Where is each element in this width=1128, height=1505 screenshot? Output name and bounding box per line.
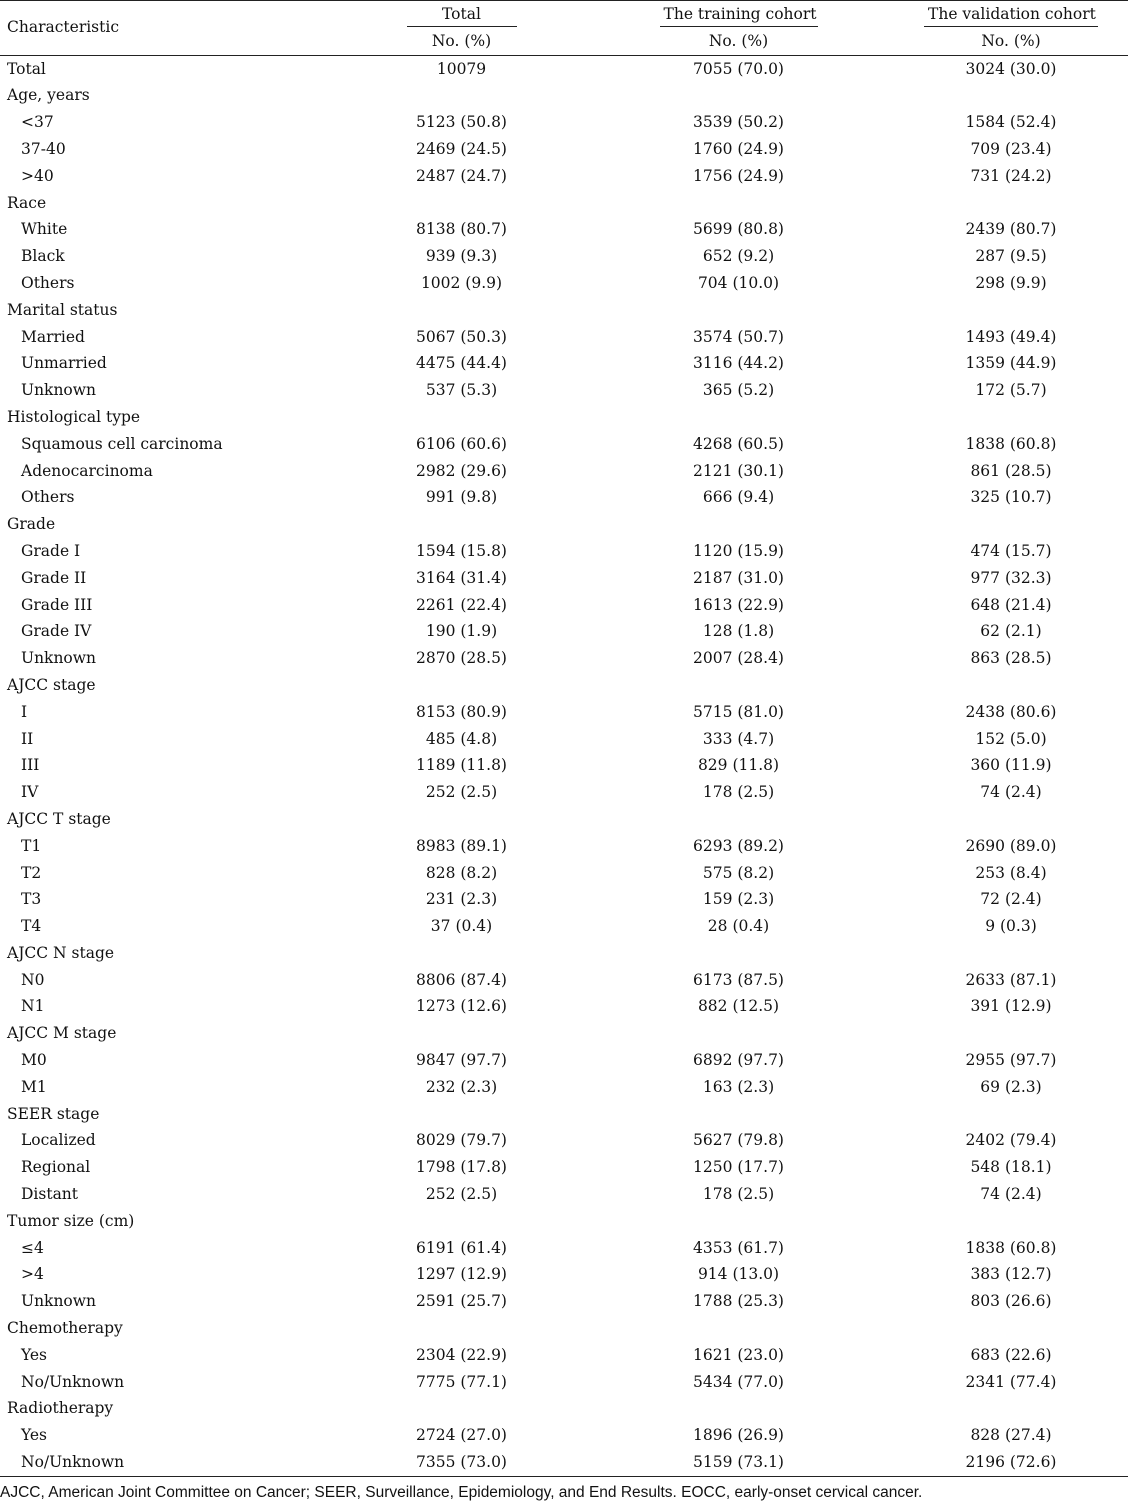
cell-total: 232 (2.3) bbox=[425, 1077, 498, 1096]
cell-validation: 731 (24.2) bbox=[970, 166, 1052, 185]
cell-training: 575 (8.2) bbox=[702, 863, 775, 882]
table-row bbox=[0, 136, 1128, 163]
row-group-label: Grade bbox=[7, 515, 56, 534]
row-label: T2 bbox=[21, 863, 42, 882]
cell-validation: 863 (28.5) bbox=[970, 649, 1052, 668]
row-group-label: Chemotherapy bbox=[7, 1319, 123, 1338]
cell-validation: 2955 (97.7) bbox=[965, 1051, 1057, 1070]
table-row bbox=[0, 1020, 1128, 1047]
cell-training bbox=[583, 511, 894, 538]
row-label: M0 bbox=[21, 1051, 47, 1070]
cell-validation: 1493 (49.4) bbox=[965, 327, 1057, 346]
cell-total: 3164 (31.4) bbox=[416, 568, 507, 587]
row-label: N0 bbox=[21, 970, 45, 989]
cell-training: 28 (0.4) bbox=[707, 917, 770, 936]
table-row bbox=[0, 699, 1128, 726]
cell-validation: 2402 (79.4) bbox=[965, 1131, 1057, 1150]
row-label: Grade IV bbox=[21, 622, 92, 641]
cell-training bbox=[583, 806, 894, 833]
group-header-training bbox=[583, 1, 894, 28]
row-label: T3 bbox=[21, 890, 42, 909]
cell-training: 704 (10.0) bbox=[697, 273, 780, 292]
row-group-label: Radiotherapy bbox=[7, 1399, 114, 1418]
cell-validation bbox=[894, 404, 1128, 431]
row-group-label: SEER stage bbox=[7, 1104, 100, 1123]
table-row bbox=[0, 886, 1128, 913]
cell-validation bbox=[894, 806, 1128, 833]
cell-training: 666 (9.4) bbox=[702, 488, 775, 507]
row-label: Black bbox=[21, 247, 65, 266]
row-label: >4 bbox=[21, 1265, 44, 1284]
table-row bbox=[0, 216, 1128, 243]
cell-training: 1120 (15.9) bbox=[693, 541, 784, 560]
row-label: Unknown bbox=[21, 381, 97, 400]
cell-total: 2487 (24.7) bbox=[416, 166, 507, 185]
cell-total bbox=[340, 511, 583, 538]
row-label: Others bbox=[21, 273, 75, 292]
cell-total: 8983 (89.1) bbox=[416, 836, 507, 855]
cell-training: 333 (4.7) bbox=[702, 729, 775, 748]
cell-validation bbox=[894, 297, 1128, 324]
cell-training bbox=[583, 404, 894, 431]
table-row bbox=[0, 565, 1128, 592]
cell-training: 6293 (89.2) bbox=[693, 836, 784, 855]
table-row bbox=[0, 82, 1128, 109]
cell-validation: 861 (28.5) bbox=[970, 461, 1052, 480]
table-row bbox=[0, 592, 1128, 619]
table-row bbox=[0, 1074, 1128, 1101]
row-label: Unknown bbox=[21, 1292, 97, 1311]
cell-validation: 2439 (80.7) bbox=[965, 220, 1057, 239]
cell-total: 485 (4.8) bbox=[425, 729, 498, 748]
cell-validation: 383 (12.7) bbox=[970, 1265, 1052, 1284]
cell-training bbox=[583, 1315, 894, 1342]
table-row bbox=[0, 1154, 1128, 1181]
row-label: III bbox=[21, 756, 40, 775]
cell-total: 5123 (50.8) bbox=[416, 113, 507, 132]
table-row bbox=[0, 779, 1128, 806]
cell-total: 2261 (22.4) bbox=[416, 595, 507, 614]
cell-training: 159 (2.3) bbox=[702, 890, 775, 909]
cell-training bbox=[583, 940, 894, 967]
table-row bbox=[0, 1235, 1128, 1262]
cell-training: 365 (5.2) bbox=[702, 381, 775, 400]
cell-validation: 1838 (60.8) bbox=[965, 434, 1057, 453]
cell-training: 1760 (24.9) bbox=[693, 139, 784, 158]
cell-total bbox=[340, 404, 583, 431]
table-row bbox=[0, 860, 1128, 887]
cell-validation bbox=[894, 1020, 1128, 1047]
cell-total: 6191 (61.4) bbox=[416, 1238, 507, 1257]
cell-validation: 2633 (87.1) bbox=[965, 970, 1057, 989]
cell-total bbox=[340, 1020, 583, 1047]
group-header-validation-label: The validation cohort bbox=[924, 2, 1098, 27]
cell-total: 1189 (11.8) bbox=[416, 756, 507, 775]
cell-total: 231 (2.3) bbox=[425, 890, 498, 909]
row-group-label: Tumor size (cm) bbox=[7, 1211, 135, 1230]
cell-validation: 2196 (72.6) bbox=[894, 1449, 1128, 1476]
cell-training bbox=[583, 1020, 894, 1047]
cell-validation: 298 (9.9) bbox=[975, 273, 1047, 292]
cell-training: 5699 (80.8) bbox=[693, 220, 784, 239]
table-row bbox=[0, 1181, 1128, 1208]
cell-training: 163 (2.3) bbox=[702, 1077, 775, 1096]
row-group-label: AJCC M stage bbox=[7, 1024, 117, 1043]
cell-training bbox=[583, 190, 894, 217]
row-label: Grade III bbox=[21, 595, 93, 614]
cell-total: 252 (2.5) bbox=[425, 783, 498, 802]
row-group-label: Age, years bbox=[7, 86, 90, 105]
row-group-label: Histological type bbox=[7, 407, 141, 426]
cell-training: 5434 (77.0) bbox=[693, 1372, 784, 1391]
row-label: No/Unknown bbox=[0, 1449, 340, 1476]
table-row bbox=[0, 1208, 1128, 1235]
cell-total: 190 (1.9) bbox=[425, 622, 498, 641]
cell-training: 5159 (73.1) bbox=[583, 1449, 894, 1476]
row-label: <37 bbox=[21, 113, 54, 132]
cell-validation bbox=[894, 1395, 1128, 1422]
table-row bbox=[0, 913, 1128, 940]
row-label: ≤4 bbox=[21, 1238, 44, 1257]
cell-total: 9847 (97.7) bbox=[416, 1051, 507, 1070]
cell-total: 1297 (12.9) bbox=[416, 1265, 507, 1284]
table-row bbox=[0, 538, 1128, 565]
cell-total bbox=[340, 806, 583, 833]
cell-validation: 69 (2.3) bbox=[980, 1077, 1042, 1096]
row-label: Squamous cell carcinoma bbox=[21, 434, 223, 453]
cell-training: 1250 (17.7) bbox=[693, 1158, 784, 1177]
row-group-label: AJCC N stage bbox=[7, 943, 115, 962]
cell-training bbox=[583, 1208, 894, 1235]
cell-validation: 74 (2.4) bbox=[980, 783, 1042, 802]
table-row bbox=[0, 940, 1128, 967]
row-label: >40 bbox=[21, 166, 54, 185]
table-row bbox=[0, 404, 1128, 431]
table-row bbox=[0, 297, 1128, 324]
cell-validation: 1359 (44.9) bbox=[965, 354, 1057, 373]
cell-total: 537 (5.3) bbox=[425, 381, 498, 400]
cell-total: 2591 (25.7) bbox=[416, 1292, 507, 1311]
table-row bbox=[0, 270, 1128, 297]
row-group-label: AJCC stage bbox=[7, 675, 96, 694]
cell-training: 829 (11.8) bbox=[697, 756, 780, 775]
row-label: Regional bbox=[21, 1158, 91, 1177]
row-group-label: AJCC T stage bbox=[7, 809, 111, 828]
cell-validation bbox=[894, 940, 1128, 967]
group-header-training-label: The training cohort bbox=[660, 2, 818, 27]
row-label: 37-40 bbox=[21, 139, 66, 158]
cell-validation bbox=[894, 511, 1128, 538]
cell-validation: 172 (5.7) bbox=[975, 381, 1047, 400]
cell-validation: 62 (2.1) bbox=[980, 622, 1042, 641]
cell-validation: 648 (21.4) bbox=[970, 595, 1052, 614]
cell-total: 2304 (22.9) bbox=[416, 1345, 507, 1364]
cell-training: 1621 (23.0) bbox=[693, 1345, 784, 1364]
cell-total: 10079 bbox=[436, 59, 487, 78]
table-row bbox=[0, 458, 1128, 485]
cell-validation: 2341 (77.4) bbox=[965, 1372, 1057, 1391]
cell-total: 8806 (87.4) bbox=[416, 970, 507, 989]
row-label: IV bbox=[21, 783, 39, 802]
cell-validation: 72 (2.4) bbox=[980, 890, 1042, 909]
table-row bbox=[0, 1261, 1128, 1288]
cell-total bbox=[340, 1101, 583, 1128]
table-row bbox=[0, 1315, 1128, 1342]
cell-training: 128 (1.8) bbox=[702, 622, 775, 641]
row-label: M1 bbox=[21, 1077, 47, 1096]
cell-training: 914 (13.0) bbox=[697, 1265, 780, 1284]
cell-training bbox=[583, 82, 894, 109]
cell-total bbox=[340, 190, 583, 217]
cell-total bbox=[340, 1208, 583, 1235]
row-label: Yes bbox=[21, 1345, 48, 1364]
table-row bbox=[0, 55, 1128, 82]
cell-training bbox=[583, 672, 894, 699]
table-row bbox=[0, 1288, 1128, 1315]
table-row bbox=[0, 190, 1128, 217]
table-row bbox=[0, 806, 1128, 833]
table-row bbox=[0, 993, 1128, 1020]
row-group-label: Race bbox=[7, 193, 47, 212]
cell-training bbox=[583, 297, 894, 324]
row-label: Adenocarcinoma bbox=[21, 461, 153, 480]
cell-validation: 287 (9.5) bbox=[975, 247, 1047, 266]
cell-validation: 977 (32.3) bbox=[970, 568, 1052, 587]
table-row bbox=[0, 618, 1128, 645]
cell-training: 5715 (81.0) bbox=[693, 702, 784, 721]
table-row bbox=[0, 672, 1128, 699]
table-row bbox=[0, 1342, 1128, 1369]
cell-validation: 709 (23.4) bbox=[970, 139, 1052, 158]
cell-training: 3116 (44.2) bbox=[693, 354, 784, 373]
cell-validation: 803 (26.6) bbox=[970, 1292, 1052, 1311]
cell-validation: 683 (22.6) bbox=[970, 1345, 1052, 1364]
cell-validation: 1584 (52.4) bbox=[965, 113, 1057, 132]
cell-training: 3539 (50.2) bbox=[693, 113, 784, 132]
cell-training bbox=[583, 1101, 894, 1128]
table-row bbox=[0, 1449, 1128, 1476]
cell-training: 882 (12.5) bbox=[697, 997, 780, 1016]
row-label: Yes bbox=[21, 1426, 48, 1445]
cell-total: 37 (0.4) bbox=[430, 917, 493, 936]
cell-validation: 2690 (89.0) bbox=[965, 836, 1057, 855]
cell-total: 7775 (77.1) bbox=[416, 1372, 507, 1391]
table-row bbox=[0, 109, 1128, 136]
row-label: Unknown bbox=[21, 649, 97, 668]
cell-total: 252 (2.5) bbox=[425, 1185, 498, 1204]
row-label: White bbox=[21, 220, 68, 239]
cell-training: 2121 (30.1) bbox=[693, 461, 784, 480]
cell-total: 2469 (24.5) bbox=[416, 139, 507, 158]
cell-validation: 828 (27.4) bbox=[970, 1426, 1052, 1445]
table-row bbox=[0, 752, 1128, 779]
cell-validation bbox=[894, 672, 1128, 699]
table-row bbox=[0, 163, 1128, 190]
table-row bbox=[0, 1369, 1128, 1396]
cell-total bbox=[340, 297, 583, 324]
row-label: T1 bbox=[21, 836, 42, 855]
cell-total bbox=[340, 1315, 583, 1342]
cell-validation: 474 (15.7) bbox=[970, 541, 1052, 560]
cell-validation: 360 (11.9) bbox=[970, 756, 1052, 775]
cell-total bbox=[340, 940, 583, 967]
cell-total: 8138 (80.7) bbox=[416, 220, 507, 239]
cell-validation: 548 (18.1) bbox=[970, 1158, 1052, 1177]
cell-validation: 152 (5.0) bbox=[975, 729, 1047, 748]
cell-total: 5067 (50.3) bbox=[416, 327, 507, 346]
table-row bbox=[0, 350, 1128, 377]
table-row bbox=[0, 243, 1128, 270]
cell-validation: 325 (10.7) bbox=[970, 488, 1052, 507]
cell-validation: 2438 (80.6) bbox=[965, 702, 1057, 721]
row-label: T4 bbox=[21, 917, 42, 936]
cell-training: 3574 (50.7) bbox=[693, 327, 784, 346]
row-label: Grade II bbox=[21, 568, 87, 587]
row-label: N1 bbox=[21, 997, 45, 1016]
table-row bbox=[0, 1127, 1128, 1154]
cell-validation: 391 (12.9) bbox=[970, 997, 1052, 1016]
cell-total: 939 (9.3) bbox=[425, 247, 498, 266]
cell-validation: 253 (8.4) bbox=[975, 863, 1047, 882]
header-row-groups bbox=[0, 1, 1128, 28]
row-label: Married bbox=[21, 327, 85, 346]
table-row bbox=[0, 324, 1128, 351]
row-label: No/Unknown bbox=[21, 1372, 125, 1391]
table-row bbox=[0, 726, 1128, 753]
cell-training: 6892 (97.7) bbox=[693, 1051, 784, 1070]
group-header-total bbox=[340, 1, 583, 28]
cell-training: 7055 (70.0) bbox=[693, 59, 784, 78]
table-row bbox=[0, 431, 1128, 458]
cell-training: 652 (9.2) bbox=[702, 247, 775, 266]
cell-validation bbox=[894, 1101, 1128, 1128]
cell-training: 1613 (22.9) bbox=[693, 595, 784, 614]
cell-validation: 3024 (30.0) bbox=[965, 59, 1057, 78]
cell-training bbox=[583, 1395, 894, 1422]
unit-header-training: No. (%) bbox=[583, 28, 894, 55]
unit-header-validation: No. (%) bbox=[894, 28, 1128, 55]
cell-validation bbox=[894, 1315, 1128, 1342]
row-label: Distant bbox=[21, 1185, 79, 1204]
group-header-total-label: Total bbox=[407, 2, 517, 27]
cell-validation bbox=[894, 1208, 1128, 1235]
cell-total bbox=[340, 82, 583, 109]
cell-total: 1273 (12.6) bbox=[416, 997, 507, 1016]
table-row bbox=[0, 511, 1128, 538]
cell-validation bbox=[894, 82, 1128, 109]
cell-training: 1896 (26.9) bbox=[693, 1426, 784, 1445]
cell-total: 8029 (79.7) bbox=[416, 1131, 507, 1150]
cell-total: 828 (8.2) bbox=[425, 863, 498, 882]
unit-header-total: No. (%) bbox=[340, 28, 583, 55]
table-row bbox=[0, 377, 1128, 404]
table-row bbox=[0, 833, 1128, 860]
characteristic-header: Characteristic bbox=[0, 1, 340, 56]
row-label: Localized bbox=[21, 1131, 96, 1150]
cell-total: 991 (9.8) bbox=[425, 488, 498, 507]
table-row bbox=[0, 1395, 1128, 1422]
cell-total: 8153 (80.9) bbox=[416, 702, 507, 721]
cell-training: 178 (2.5) bbox=[702, 783, 775, 802]
cell-total bbox=[340, 672, 583, 699]
row-group-label: Total bbox=[7, 59, 46, 78]
cell-training: 2187 (31.0) bbox=[693, 568, 784, 587]
cell-total: 2982 (29.6) bbox=[416, 461, 507, 480]
table-row bbox=[0, 484, 1128, 511]
cell-training: 2007 (28.4) bbox=[693, 649, 784, 668]
cell-training: 5627 (79.8) bbox=[693, 1131, 784, 1150]
table-row bbox=[0, 1422, 1128, 1449]
cell-training: 6173 (87.5) bbox=[693, 970, 784, 989]
cell-total: 1798 (17.8) bbox=[416, 1158, 507, 1177]
table-row bbox=[0, 967, 1128, 994]
group-header-validation bbox=[894, 1, 1128, 28]
cell-validation: 1838 (60.8) bbox=[965, 1238, 1057, 1257]
cell-training: 4353 (61.7) bbox=[693, 1238, 784, 1257]
row-label: II bbox=[21, 729, 34, 748]
cell-total: 7355 (73.0) bbox=[340, 1449, 583, 1476]
table-body bbox=[0, 55, 1128, 1476]
table-row bbox=[0, 1101, 1128, 1128]
table-row bbox=[0, 1047, 1128, 1074]
cell-training: 1788 (25.3) bbox=[693, 1292, 784, 1311]
row-label: Others bbox=[21, 488, 75, 507]
cell-training: 4268 (60.5) bbox=[693, 434, 784, 453]
cell-total: 1002 (9.9) bbox=[420, 273, 503, 292]
cell-validation bbox=[894, 190, 1128, 217]
cell-total bbox=[340, 1395, 583, 1422]
cell-total: 2724 (27.0) bbox=[416, 1426, 507, 1445]
table-footnote: AJCC, American Joint Committee on Cancer; SEER, Surveillance, Epidemiology, and End Results. EOCC, early-onset cervical cancer. bbox=[0, 1484, 923, 1501]
row-label: Unmarried bbox=[21, 354, 107, 373]
table-row bbox=[0, 645, 1128, 672]
cell-total: 2870 (28.5) bbox=[416, 649, 507, 668]
cell-total: 6106 (60.6) bbox=[416, 434, 507, 453]
row-label: Grade I bbox=[21, 541, 81, 560]
cell-validation: 9 (0.3) bbox=[985, 917, 1037, 936]
cell-total: 1594 (15.8) bbox=[416, 541, 507, 560]
cell-total: 4475 (44.4) bbox=[416, 354, 507, 373]
row-label: I bbox=[21, 702, 28, 721]
cell-training: 1756 (24.9) bbox=[693, 166, 784, 185]
cell-validation: 74 (2.4) bbox=[980, 1185, 1042, 1204]
cell-training: 178 (2.5) bbox=[702, 1185, 775, 1204]
row-group-label: Marital status bbox=[7, 300, 118, 319]
